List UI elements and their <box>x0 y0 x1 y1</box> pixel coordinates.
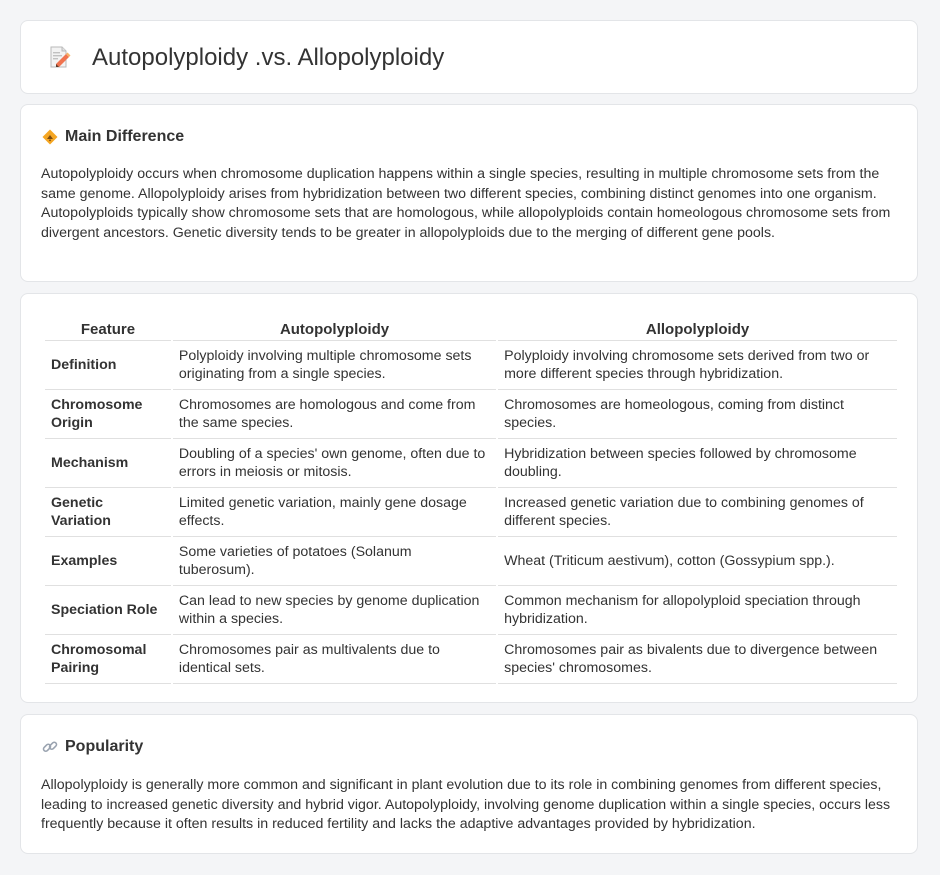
allopolyploidy-cell: Common mechanism for allopolyploid speciation through hybridization. <box>498 586 897 635</box>
main-difference-header <box>41 127 184 147</box>
feature-cell: Genetic Variation <box>45 488 171 537</box>
autopolyploidy-cell: Limited genetic variation, mainly gene dosage effects. <box>173 488 496 537</box>
comparison-card <box>20 293 918 703</box>
header-allopolyploidy: Allopolyploidy <box>498 316 897 341</box>
allopolyploidy-cell: Polyploidy involving chromosome sets derived from two or more different species through hybridization. <box>498 341 897 390</box>
autopolyploidy-cell: Polyploidy involving multiple chromosome sets originating from a single species. <box>173 341 496 390</box>
allopolyploidy-cell: Chromosomes are homeologous, coming from distinct species. <box>498 390 897 439</box>
allopolyploidy-cell: Wheat (Triticum aestivum), cotton (Gossypium spp.). <box>498 537 897 586</box>
table-row <box>45 439 897 488</box>
feature-cell: Chromosomal Pairing <box>45 635 171 684</box>
table-row <box>45 488 897 537</box>
main-difference-text: Autopolyploidy occurs when chromosome duplication happens within a single species, resulting in multiple chromosome sets from the same genome. Allopolyploidy arises from hybridization between two different species, combining distinct genomes into one organism. Autopolyploids typically show chromosome sets that are homologous, while allopolyploids contain homeologous chromosome sets from divergent ancestors. Genetic diversity tends to be greater in allopolyploids due to the merging of different gene pools. <box>41 166 891 241</box>
page-title: Autopolyploidy .vs. Allopolyploidy <box>92 44 445 71</box>
allopolyploidy-cell: Chromosomes pair as bivalents due to divergence between species' chromosomes. <box>498 635 897 684</box>
autopolyploidy-cell: Chromosomes are homologous and come from the same species. <box>173 390 496 439</box>
table-row <box>45 586 897 635</box>
table-row <box>45 635 897 684</box>
header-feature: Feature <box>45 316 171 341</box>
feature-cell: Speciation Role <box>45 586 171 635</box>
feature-cell: Mechanism <box>45 439 171 488</box>
main-difference-heading: Main Difference <box>65 128 185 145</box>
comparison-table <box>43 316 899 684</box>
popularity-header <box>41 737 143 757</box>
allopolyploidy-cell: Increased genetic variation due to combining genomes of different species. <box>498 488 897 537</box>
popularity-text: Allopolyploidy is generally more common and significant in plant evolution due to its role in combining genomes from different species, leading to increased genetic diversity and hybrid vigor. Autopolyploidy, involving genome duplication within a single species, occurs less frequently because it often results in reduced fertility and lacks the adaptive advantages provided by hybridization. <box>41 777 891 833</box>
feature-cell: Chromosome Origin <box>45 390 171 439</box>
table-header-row <box>45 316 897 341</box>
autopolyploidy-cell: Chromosomes pair as multivalents due to identical sets. <box>173 635 496 684</box>
autopolyploidy-cell: Can lead to new species by genome duplication within a species. <box>173 586 496 635</box>
table-row <box>45 390 897 439</box>
autopolyploidy-cell: Doubling of a species' own genome, often due to errors in meiosis or mitosis. <box>173 439 496 488</box>
feature-cell: Definition <box>45 341 171 390</box>
autopolyploidy-cell: Some varieties of potatoes (Solanum tuberosum). <box>173 537 496 586</box>
feature-cell: Examples <box>45 537 171 586</box>
diamond-sign-icon <box>41 128 59 146</box>
popularity-heading: Popularity <box>65 738 144 755</box>
header-autopolyploidy: Autopolyploidy <box>173 316 496 341</box>
table-row <box>45 341 897 390</box>
table-row <box>45 537 897 586</box>
main-difference-card <box>20 104 918 282</box>
title-card <box>20 20 918 94</box>
document-pencil-icon <box>47 45 71 74</box>
link-icon <box>41 738 59 756</box>
allopolyploidy-cell: Hybridization between species followed by chromosome doubling. <box>498 439 897 488</box>
popularity-card <box>20 714 918 854</box>
